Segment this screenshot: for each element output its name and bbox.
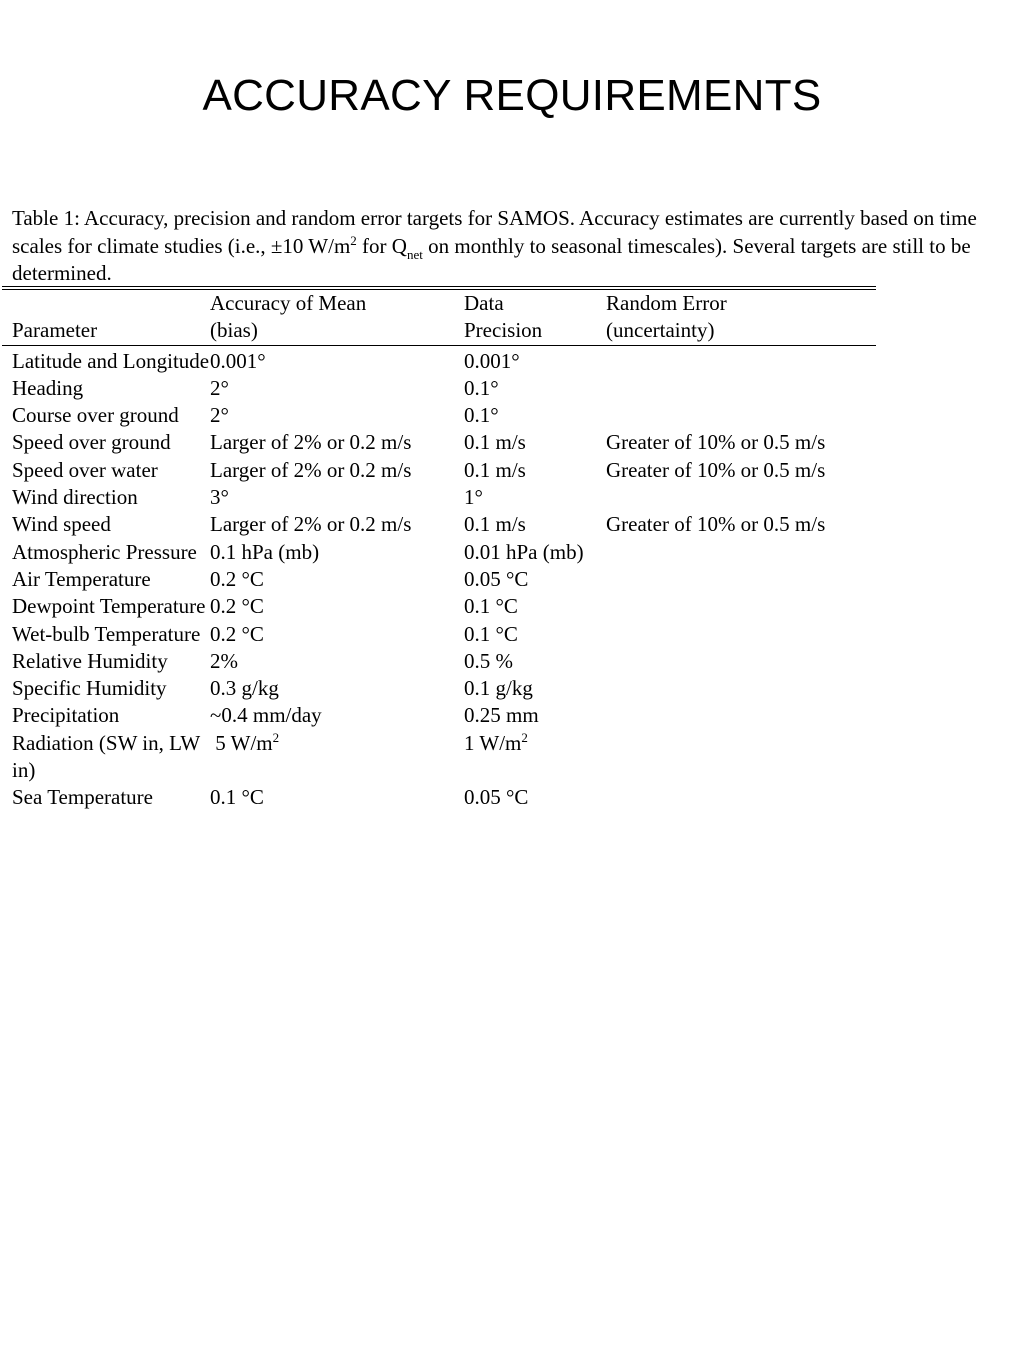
cell-parameter: Speed over water <box>12 457 158 482</box>
cell-accuracy: 0.1 hPa (mb) <box>210 539 320 564</box>
cell-parameter: Dewpoint Temperature <box>12 594 206 619</box>
cell-parameter: Specific Humidity <box>12 676 167 701</box>
table-caption <box>12 205 1012 288</box>
cell-accuracy: 2° <box>210 375 229 400</box>
cell-accuracy-text: 5 W/m <box>210 730 273 755</box>
cell-parameter: Air Temperature <box>12 566 151 591</box>
cell-precision: 0.25 mm <box>464 703 539 728</box>
cell-accuracy: 0.1 °C <box>210 785 264 810</box>
cell-precision: 1° <box>464 485 483 510</box>
cell-parameter: Latitude and Longitude <box>12 348 210 373</box>
cell-precision <box>464 730 606 757</box>
cell-parameter: Wet-bulb Temperature <box>12 621 201 646</box>
cell-accuracy: ~0.4 mm/day <box>210 703 322 728</box>
cell-accuracy: 0.3 g/kg <box>210 676 279 701</box>
table-row <box>2 375 876 402</box>
header-parameter: Parameter <box>12 318 98 343</box>
table-body <box>2 346 876 812</box>
cell-random-error: Greater of 10% or 0.5 m/s <box>606 512 826 537</box>
table-row <box>2 539 876 566</box>
table-row <box>2 348 876 375</box>
table-row <box>2 702 876 729</box>
cell-parameter: Precipitation <box>12 703 120 728</box>
cell-precision: 0.1 g/kg <box>464 676 533 701</box>
cell-accuracy: 0.2 °C <box>210 594 264 619</box>
cell-accuracy: 0.2 °C <box>210 566 264 591</box>
cell-precision: 0.001° <box>464 348 520 373</box>
caption-text-2: for Q <box>356 233 407 258</box>
header-precision-line2: Precision <box>464 318 543 343</box>
table-row <box>2 511 876 538</box>
table-row <box>2 675 876 702</box>
header-random-error <box>606 290 866 345</box>
cell-precision: 0.1 m/s <box>464 430 526 455</box>
cell-accuracy: 2% <box>210 648 238 673</box>
cell-accuracy: 0.2 °C <box>210 621 264 646</box>
cell-parameter: Speed over ground <box>12 430 171 455</box>
cell-parameter: Wind speed <box>12 512 111 537</box>
cell-parameter: Atmospheric Pressure <box>12 539 197 564</box>
cell-parameter: Heading <box>12 375 84 400</box>
caption-subscript: net <box>406 246 423 262</box>
cell-precision-superscript: 2 <box>521 729 528 745</box>
cell-parameter: Radiation (SW in, LW in) <box>12 730 200 783</box>
cell-accuracy: Larger of 2% or 0.2 m/s <box>210 512 412 537</box>
cell-precision: 0.05 °C <box>464 566 529 591</box>
cell-parameter: Sea Temperature <box>12 785 153 810</box>
cell-precision: 0.1 °C <box>464 594 518 619</box>
table-row <box>2 484 876 511</box>
table-row <box>2 429 876 456</box>
cell-parameter: Relative Humidity <box>12 648 168 673</box>
cell-accuracy: 3° <box>210 485 229 510</box>
header-accuracy-line1: Accuracy of Mean <box>210 291 367 315</box>
accuracy-table <box>2 286 876 812</box>
cell-accuracy: Larger of 2% or 0.2 m/s <box>210 457 412 482</box>
cell-precision: 0.1° <box>464 375 499 400</box>
page-title: ACCURACY REQUIREMENTS <box>202 71 822 120</box>
cell-precision: 0.01 hPa (mb) <box>464 539 584 564</box>
header-accuracy <box>210 290 464 345</box>
cell-accuracy: 0.001° <box>210 348 266 373</box>
cell-accuracy <box>210 730 464 757</box>
cell-accuracy: 2° <box>210 403 229 428</box>
cell-accuracy: Larger of 2% or 0.2 m/s <box>210 430 412 455</box>
cell-precision: 0.1 m/s <box>464 512 526 537</box>
header-precision <box>464 290 606 345</box>
caption-text-1: Table 1: Accuracy, precision and random error targets for SAMOS. Accuracy estimates are currently based on time scales for climate studies (i.e., ±10 W/m <box>12 206 977 258</box>
header-random-line1: Random Error <box>606 291 727 315</box>
cell-random-error: Greater of 10% or 0.5 m/s <box>606 430 826 455</box>
table-row <box>2 784 876 811</box>
table-row <box>2 648 876 675</box>
cell-precision: 0.1° <box>464 403 499 428</box>
table-header-row <box>2 290 876 345</box>
caption-superscript: 2 <box>350 232 357 248</box>
cell-precision: 0.1 m/s <box>464 457 526 482</box>
table-row <box>2 566 876 593</box>
caption-text-3: on monthly to seasonal timescales). Several targets are still to be determined. <box>12 233 971 285</box>
cell-parameter: Wind direction <box>12 485 138 510</box>
cell-parameter: Course over ground <box>12 403 179 428</box>
cell-accuracy-superscript: 2 <box>272 729 280 745</box>
header-accuracy-line2: (bias) <box>210 318 258 343</box>
header-precision-line1: Data <box>464 291 504 315</box>
table-row <box>2 730 876 785</box>
cell-random-error: Greater of 10% or 0.5 m/s <box>606 457 826 482</box>
table-row <box>2 402 876 429</box>
cell-precision-text: 1 W/m <box>464 730 522 755</box>
table-row <box>2 593 876 620</box>
cell-precision: 0.05 °C <box>464 785 529 810</box>
cell-precision: 0.5 % <box>464 648 513 673</box>
cell-precision: 0.1 °C <box>464 621 518 646</box>
header-random-line2: (uncertainty) <box>606 318 715 343</box>
table-row <box>2 457 876 484</box>
table-row <box>2 621 876 648</box>
